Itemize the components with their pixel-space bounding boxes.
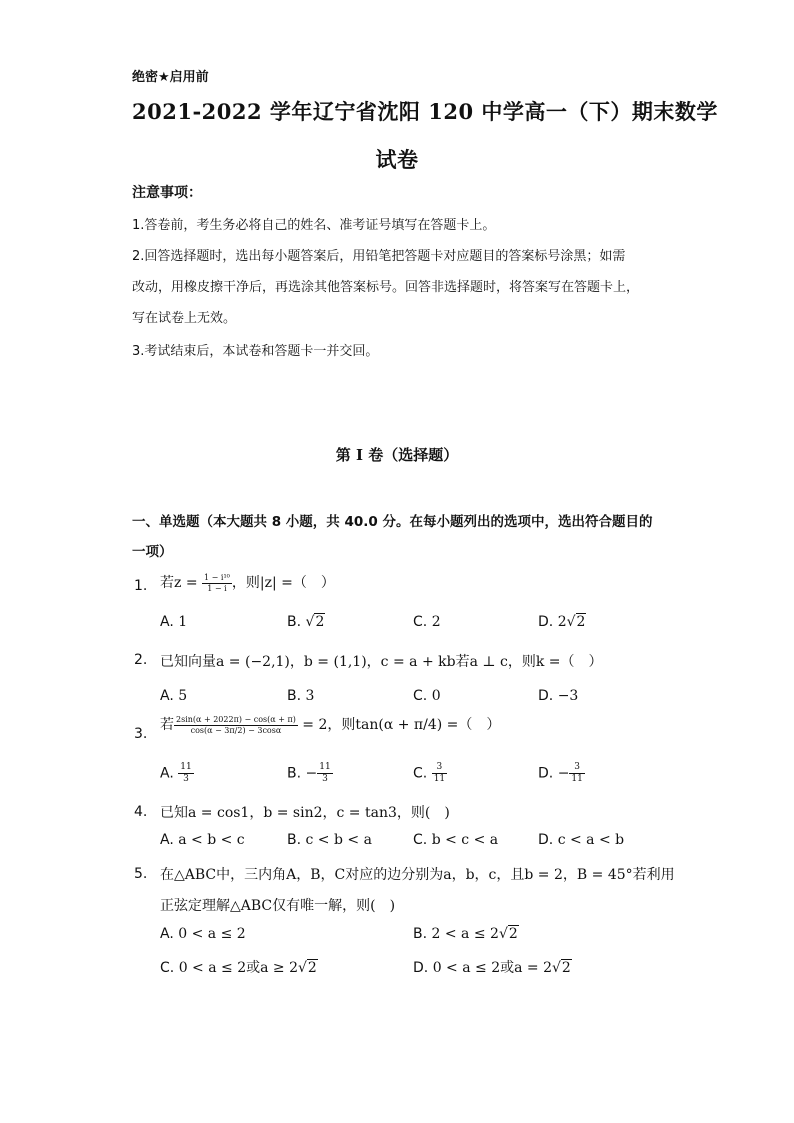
notice-item-2-end: 写在试卷上无效。 [132,311,237,326]
option-d: D. − $\frac{3}{11}$ [538,762,583,784]
option-a: A. 5 [160,688,188,704]
question-text: 若z = $\frac{\text{1 − i¹⁰}}{1 - i}$ ，则|z| =（ ） [160,572,335,593]
question-number: 5. [134,866,148,882]
option-c: C. 0 [413,688,441,704]
notice-item-2: 2.回答选择题时，选出每小题答案后，用铅笔把答题卡对应题目的答案标号涂黑；如需 [132,249,626,264]
option-b: B. c < b < a [287,832,372,848]
option-a: A. a < b < c [160,832,245,848]
option-c: C. b < c < a [413,832,499,848]
option-c: C. $\frac{3}{11}$ [413,762,446,784]
notice-item-2-cont: 改动，用橡皮擦干净后，再选涂其他答案标号。回答非选择题时，将答案写在答题卡上， [132,280,640,295]
option-a: A. 1 [160,614,188,630]
option-b: B. 2 < a ≤ 2√2 [413,926,518,942]
option-d: D. 2√2 [538,614,586,630]
option-b: B. − $\frac{11}{3}$ [287,762,331,784]
question-number: 2. [134,652,148,668]
section-heading: 一、单选题（本大题共 8 小题，共 40.0 分。在每小题列出的选项中，选出符合题目的 [132,514,653,530]
question-text-cont: 正弦定理解△ABC仅有唯一解，则( ) [160,898,396,914]
option-d: D. c < a < b [538,832,625,848]
question-number: 1. [134,578,148,594]
option-b: B. √2 [287,614,325,630]
exam-title-line1: 2021-2022 学年辽宁省沈阳 120 中学高一（下）期末数学 [132,99,718,124]
question-number: 3. [134,726,148,742]
question-number: 4. [134,804,148,820]
question-text: 已知a = cos1，b = sin2，c = tan3，则( ) [160,805,450,821]
option-d: D. −3 [538,688,579,704]
option-b: B. 3 [287,688,315,704]
option-d: D. 0 < a ≤ 2或a = 2√2 [413,960,571,976]
question-text: 若 $\frac{2\sin(\alpha + 2022\pi) - \cos(\alpha + \pi)}{\cos(\alpha - 3\pi/2) - 3\cos\alpha}$ = 2，则tan(α + π/4) =（ ） [160,714,501,735]
question-text: 已知向量a = (−2,1)，b = (1,1)，c = a + kb若a ⊥ c，则k =（ ） [160,654,603,670]
confidential-label: 绝密★启用前 [132,70,209,85]
option-a: A. $\frac{11}{3}$ [160,762,192,784]
question-text: 在△ABC中，三内角A，B，C对应的边分别为a，b，c，且b = 2，B = 45°若利用 [160,867,675,883]
exam-title-line2: 试卷 [375,147,419,172]
notice-item-1: 1.答卷前，考生务必将自己的姓名、准考证号填写在答题卡上。 [132,218,496,233]
notice-item-3: 3.考试结束后，本试卷和答题卡一并交回。 [132,344,379,359]
option-c: C. 0 < a ≤ 2或a ≥ 2√2 [160,960,317,976]
part-heading: 第 I 卷（选择题） [335,446,459,464]
notice-heading: 注意事项： [132,185,202,201]
option-a: A. 0 < a ≤ 2 [160,926,246,942]
option-c: C. 2 [413,614,441,630]
section-heading-cont: 一项） [132,544,173,560]
